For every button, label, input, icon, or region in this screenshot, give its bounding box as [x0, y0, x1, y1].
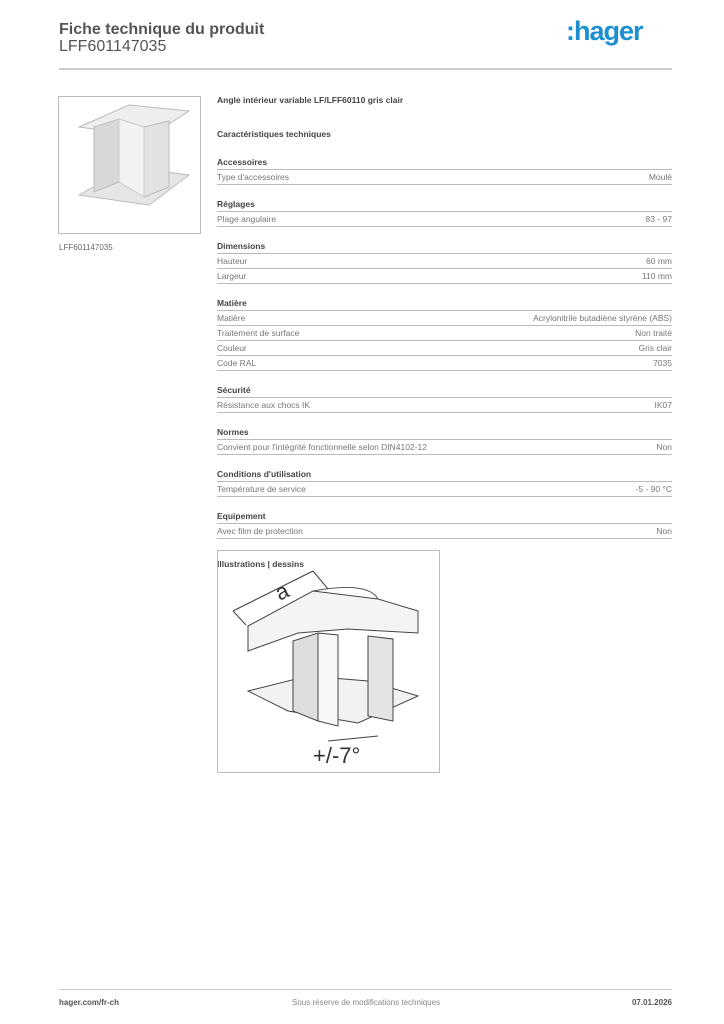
spec-value: 110 mm — [641, 271, 672, 281]
footer-notice: Sous réserve de modifications techniques — [292, 998, 441, 1007]
spec-label: Avec film de protection — [217, 526, 303, 536]
spec-label: Convient pour l'intégrité fonctionnelle selon DIN4102-12 — [217, 442, 428, 452]
spec-label: Largeur — [217, 271, 247, 281]
spec-section-title: Accessoires — [217, 155, 672, 170]
spec-row — [217, 524, 672, 539]
spec-label: Température de service — [217, 484, 306, 494]
spec-section-title: Dimensions — [217, 239, 672, 254]
spec-section-title: Conditions d'utilisation — [217, 467, 672, 482]
spec-value: Non — [656, 526, 672, 536]
spec-row — [217, 311, 672, 326]
product-name: Angle intérieur variable LF/LFF60110 gris clair — [217, 95, 404, 105]
spec-row — [217, 254, 672, 269]
spec-label: Code RAL — [217, 358, 257, 368]
spec-row — [217, 398, 672, 413]
spec-value: 83 - 97 — [645, 214, 672, 224]
spec-section — [217, 467, 672, 497]
spec-value: 7035 — [653, 358, 672, 368]
spec-section — [217, 509, 672, 539]
illustrations-heading: Illustrations | dessins — [217, 559, 304, 569]
spec-section — [217, 155, 672, 185]
footer-website-link[interactable]: hager.com/fr-ch — [59, 998, 120, 1007]
spec-section — [217, 197, 672, 227]
spec-value: Acrylonitrile butadiène styrène (ABS) — [533, 313, 672, 323]
spec-label: Hauteur — [217, 256, 248, 266]
spec-section-title: Réglages — [217, 197, 672, 212]
spec-label: Couleur — [217, 343, 247, 353]
spec-value: Non traité — [635, 328, 672, 338]
spec-row — [217, 170, 672, 185]
spec-row — [217, 326, 672, 341]
product-reference: LFF601147035 — [59, 38, 167, 55]
spec-row — [217, 341, 672, 356]
spec-sections — [217, 155, 672, 539]
spec-label: Traitement de surface — [217, 328, 300, 338]
spec-row — [217, 269, 672, 284]
page-title: Fiche technique du produit — [59, 21, 265, 38]
spec-section — [217, 425, 672, 455]
header-divider — [59, 68, 672, 70]
spec-label: Résistance aux chocs IK — [217, 400, 311, 410]
spec-section-title: Normes — [217, 425, 672, 440]
spec-value: 60 mm — [646, 256, 672, 266]
product-image — [58, 96, 201, 234]
dimension-label-a: a — [271, 577, 293, 606]
spec-value: Moulé — [648, 172, 672, 182]
spec-row — [217, 356, 672, 371]
footer-date: 07.01.2026 — [631, 998, 672, 1007]
footer-divider — [59, 989, 672, 990]
spec-section — [217, 239, 672, 284]
spec-section-title: Sécurité — [217, 383, 672, 398]
spec-section — [217, 383, 672, 413]
spec-value: Gris clair — [638, 343, 672, 353]
angle-label: +/-7° — [313, 743, 361, 768]
technical-drawing — [217, 550, 440, 773]
spec-column — [217, 95, 672, 573]
spec-value: Non — [656, 442, 672, 452]
spec-value: -5 - 90 °C — [635, 484, 672, 494]
characteristics-heading: Caractéristiques techniques — [217, 129, 331, 139]
spec-row — [217, 440, 672, 455]
spec-label: Plage angulaire — [217, 214, 277, 224]
spec-section-title: Matière — [217, 296, 672, 311]
hager-logo: :hager — [566, 16, 643, 46]
spec-row — [217, 212, 672, 227]
product-image-caption: LFF601147035 — [59, 243, 113, 252]
spec-section-title: Equipement — [217, 509, 672, 524]
spec-value: IK07 — [654, 400, 672, 410]
spec-section — [217, 296, 672, 371]
spec-label: Matière — [217, 313, 246, 323]
spec-label: Type d'accessoires — [217, 172, 290, 182]
spec-row — [217, 482, 672, 497]
